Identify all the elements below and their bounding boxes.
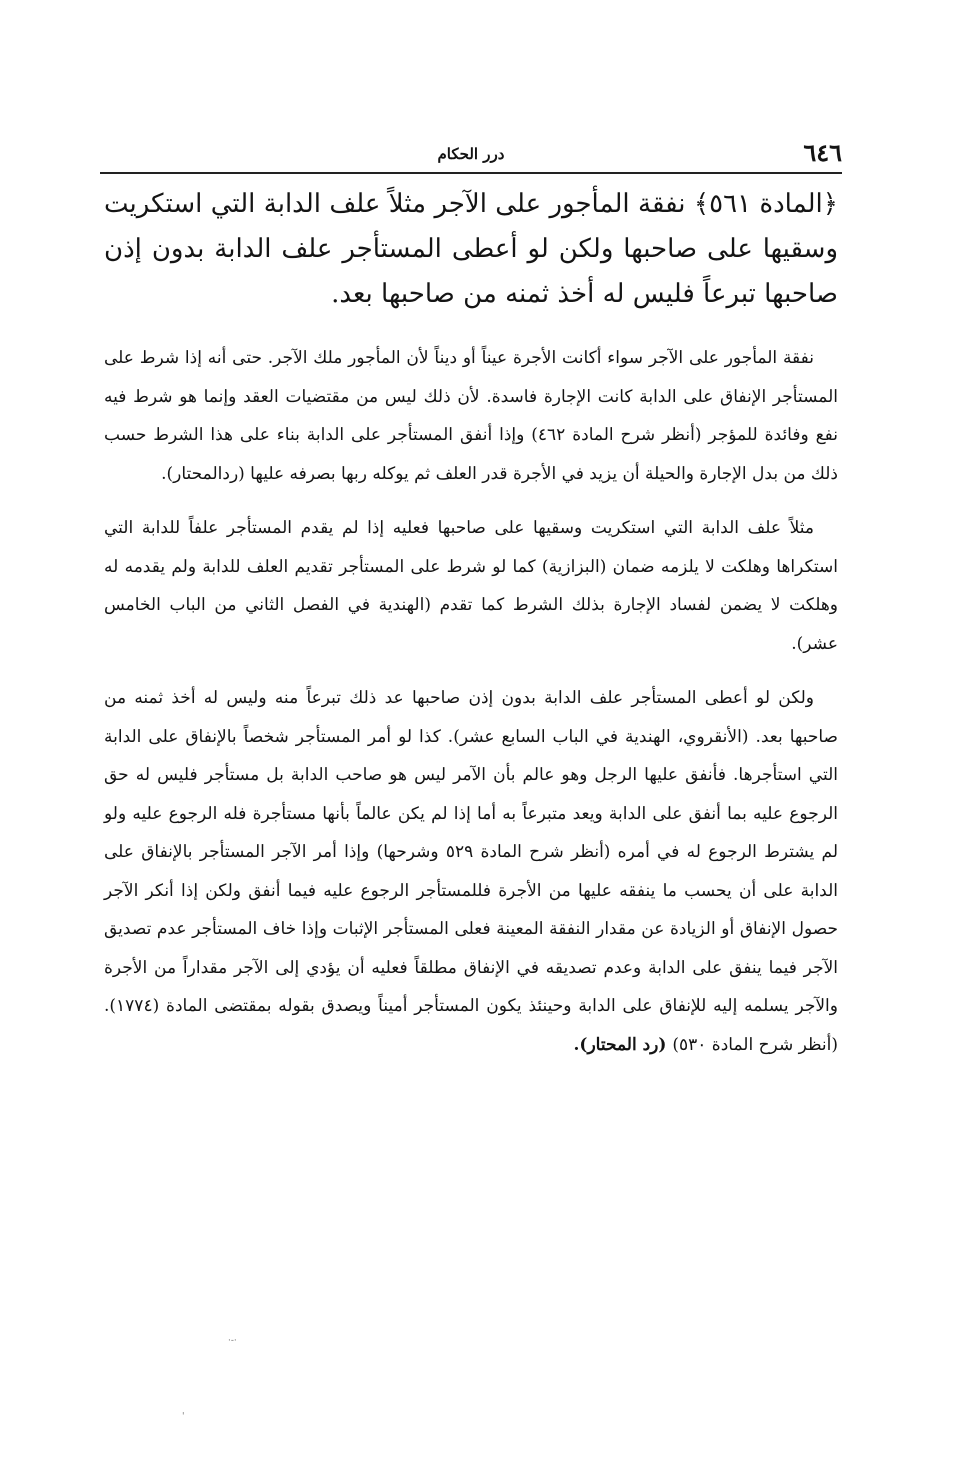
commentary-paragraph-3 (104, 679, 838, 1064)
running-title: درر الحكام (437, 145, 505, 163)
commentary-paragraph-3-text: ولكن لو أعطى المستأجر علف الدابة بدون إذن صاحبها عد ذلك تبرعاً منه وليس له أخذ ثمنه من صاحبها بعد. (الأنقروي، الهندية في الباب السابع عشر). كذا لو أمر المستأجر شخصاً بالإنفاق على الدابة التي استأجرها. فأنفق عليها الرجل وهو عالم بأن الآمر ليس هو صاحب الدابة بل مستأجر فليس له حق الرجوع عليه بما أنفق على الدابة ويعد متبرعاً به أما إذا لم يكن عالماً بأنها مستأجرة فله الرجوع عليه ولو لم يشترط الرجوع له في أمره (أنظر شرح المادة ٥٢٩ وشرحها) وإذا أمر الآجر المستأجر بالإنفاق على الدابة على أن يحسب ما ينفقه عليها من الأجرة فللمستأجر الرجوع عليه فيما أنفق ولكن إذا أنكر الآجر حصول الإنفاق أو الزيادة عن مقدار النفقة المعينة فعلى المستأجر الإثبات وإذا خاف المستأجر عدم تصديق الآجر فيما ينفق على الدابة وعدم تصديقه في الإنفاق مطلقاً فعليه أن يؤدي إلى الآجر مقداراً من الأجرة والآجر يسلمه إليه للإنفاق على الدابة وحينئذ يكون المستأجر أميناً ويصدق بقوله بمقتضى المادة (١٧٧٤). (أنظر شرح المادة ٥٣٠) (104, 688, 838, 1055)
scan-speck: ' (182, 1412, 185, 1422)
header-divider (100, 172, 842, 174)
article-text: ﴿المادة ٥٦١﴾ نفقة المأجور على الآجر مثلاً علف الدابة التي استكريت وسقيها على صاحبها ولكن لو أعطى المستأجر علف الدابة بدون إذن صاحبها تبرعاً فليس له أخذ ثمنه من صاحبها بعد. (104, 189, 838, 309)
source-citation: (رد المحتار). (573, 1034, 673, 1055)
commentary-paragraph-1: نفقة المأجور على الآجر سواء أكانت الأجرة عيناً أو ديناً لأن المأجور ملك الآجر. حتى أنه إذا شرط على المستأجر الإنفاق على الدابة كانت الإجارة فاسدة. لأن ذلك ليس من مقتضيات العقد وإنما هو شرط فيه نفع وفائدة للمؤجر (أنظر شرح المادة ٤٦٢) وإذا أنفق المستأجر على الدابة بناء على هذا الشرط حسب ذلك من بدل الإجارة والحيلة أن يزيد في الأجرة قدر العلف ثم يوكله ربها بصرفه عليها (ردالمحتار). (104, 348, 838, 484)
page-number: ٦٤٦ (803, 138, 842, 167)
commentary-paragraph-2: مثلاً علف الدابة التي استكريت وسقيها على صاحبها فعليه إذا لم يقدم المستأجر علفاً للدابة التي استكراها وهلكت لا يلزمه ضمان (البزازية) كما لو شرط على المستأجر تقديم العلف للدابة ولم يقدمه له وهلكت لا يضمن لفساد الإجارة بذلك الشرط كما تقدم (الهندية في الفصل الثاني من الباب الخامس عشر). (104, 518, 838, 654)
scan-speck: ·-· (228, 1336, 237, 1346)
page-header (100, 138, 842, 168)
page-body (104, 182, 838, 1080)
